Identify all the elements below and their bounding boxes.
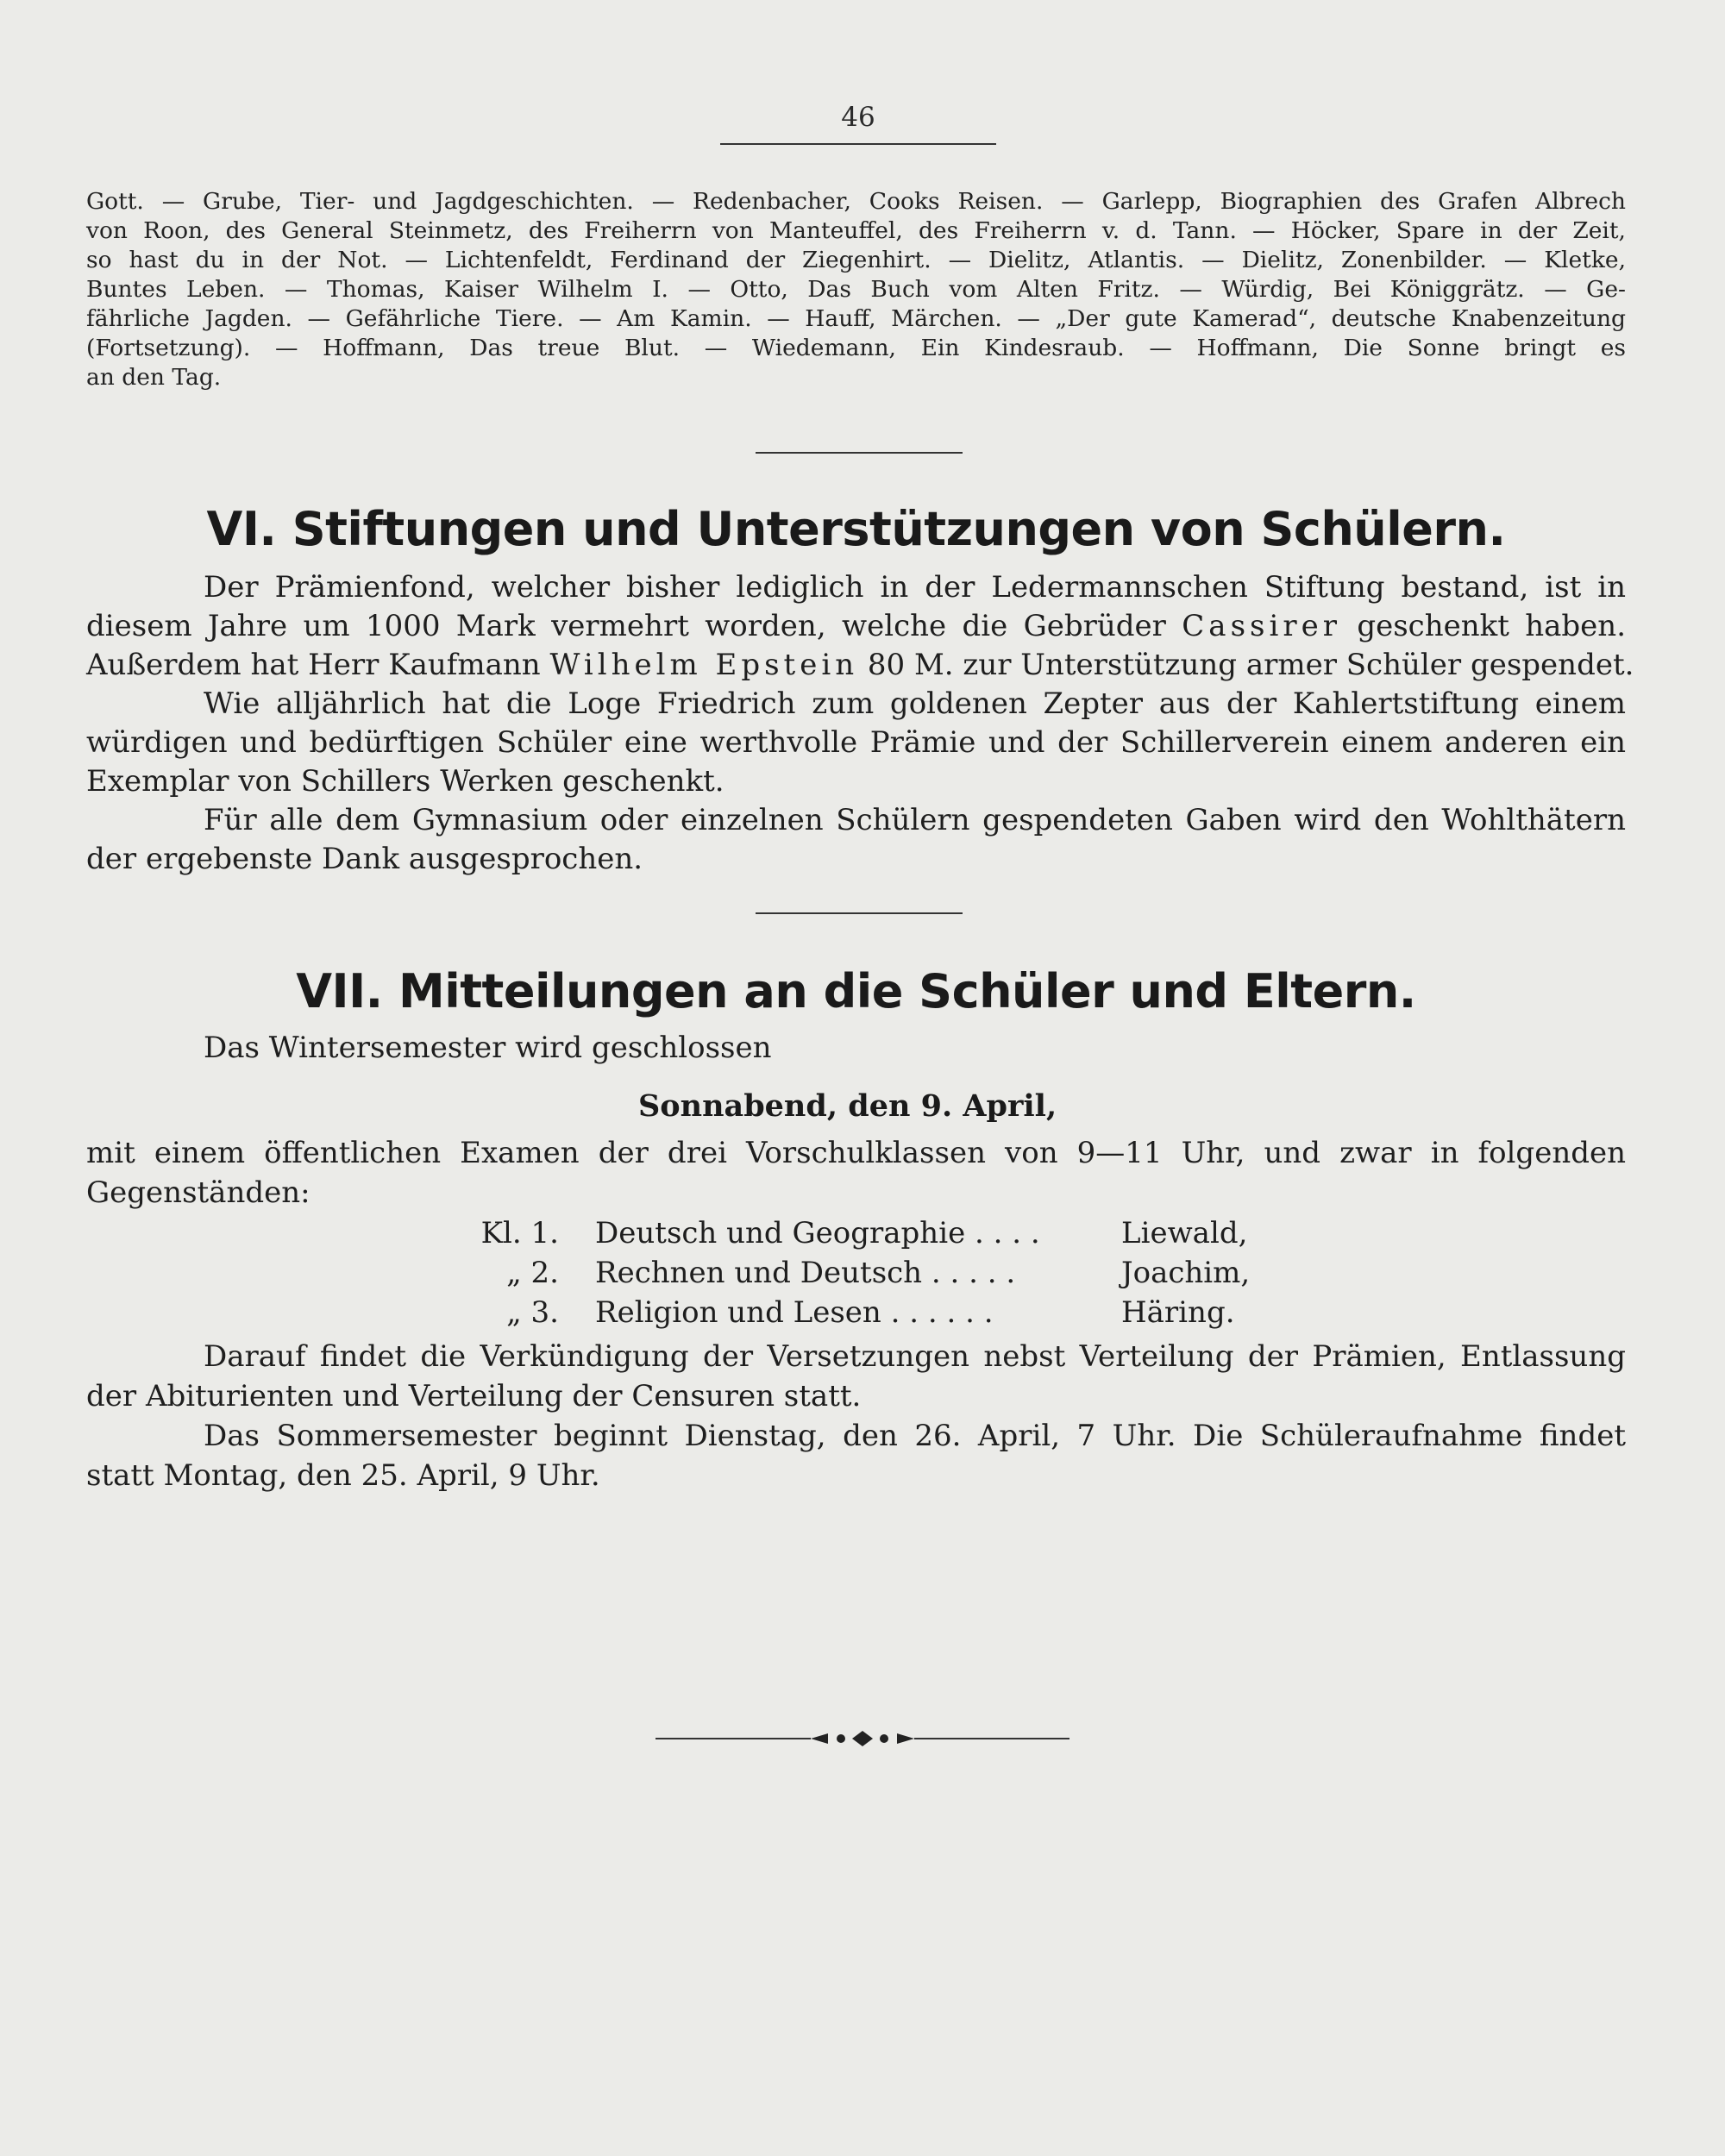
paragraph-line: Das Wintersemester wird geschlossen <box>204 1031 772 1065</box>
page-number-rule <box>720 143 996 145</box>
reading-list-line: von Roon, des General Steinmetz, des Freiherrn von Manteuffel, des Freiherrn v. d. Tann. — Höcker, Spare in der Zeit, <box>86 217 1626 244</box>
section-divider <box>756 912 963 914</box>
reading-list-line: so hast du in der Not. — Lichtenfeldt, Ferdinand der Ziegenhirt. — Dielitz, Atlantis. — Dielitz, Zonenbilder. — Kletke, <box>86 247 1626 273</box>
closing-ornament <box>656 1728 1070 1749</box>
paragraph-line: statt Montag, den 25. April, 9 Uhr. <box>86 1458 600 1493</box>
paragraph-line: Das Sommersemester beginnt Dienstag, den 26. April, 7 Uhr. Die Schüleraufnahme findet <box>204 1419 1626 1453</box>
paragraph-line: Wie alljährlich hat die Loge Friedrich zum goldenen Zepter aus der Kahlertstiftung einem <box>204 686 1626 721</box>
exam-class: „ 2. <box>506 1256 559 1290</box>
paragraph-line: Exemplar von Schillers Werken geschenkt. <box>86 764 724 799</box>
paragraph-line: der ergebenste Dank ausgesprochen. <box>86 842 643 876</box>
exam-subject: Deutsch und Geographie . . . . <box>595 1216 1040 1250</box>
reading-list-line: (Fortsetzung). — Hoffmann, Das treue Blut. — Wiedemann, Ein Kindesraub. — Hoffmann, Die Sonne bringt es <box>86 335 1626 361</box>
name-epstein: Wilhelm Epstein <box>549 648 859 682</box>
paragraph-line: diesem Jahre um 1000 Mark vermehrt worden, welche die Gebrüder Cassirer geschenkt haben. <box>86 609 1627 643</box>
paragraph-line: Für alle dem Gymnasium oder einzelnen Schülern gespendeten Gaben wird den Wohlthätern <box>204 803 1626 837</box>
paragraph-line: würdigen und bedürftigen Schüler eine werthvolle Prämie und der Schillerverein einem anderen ein <box>86 725 1626 760</box>
page-number: 46 <box>841 102 875 133</box>
paragraph-line: der Abiturienten und Verteilung der Censuren statt. <box>86 1379 862 1413</box>
exam-teacher: Häring. <box>1121 1295 1235 1330</box>
exam-teacher: Joachim, <box>1121 1256 1251 1290</box>
paragraph-line: Gegenständen: <box>86 1175 310 1210</box>
reading-list-line: Gott. — Grube, Tier- und Jagdgeschichten. — Redenbacher, Cooks Reisen. — Garlepp, Biographien des Grafen Albrech <box>86 188 1626 215</box>
exam-teacher: Liewald, <box>1121 1216 1248 1250</box>
reading-list-line: Buntes Leben. — Thomas, Kaiser Wilhelm I. — Otto, Das Buch vom Alten Fritz. — Würdig, Bei Königgrätz. — Ge- <box>86 276 1626 303</box>
section-divider <box>756 452 963 454</box>
section-heading-vi: VI. Stiftungen und Unterstützungen von Schülern. <box>206 502 1506 556</box>
name-cassirer: Cassirer <box>1182 609 1341 643</box>
exam-subject: Religion und Lesen . . . . . . <box>595 1295 994 1330</box>
reading-list-line: an den Tag. <box>86 364 222 391</box>
paragraph-line: Der Prämienfond, welcher bisher lediglich in der Ledermannschen Stiftung bestand, ist in <box>204 570 1626 605</box>
exam-class: Kl. 1. <box>480 1216 559 1250</box>
closing-date: Sonnabend, den 9. April, <box>638 1088 1057 1124</box>
exam-class: „ 3. <box>506 1295 559 1330</box>
paragraph-line: mit einem öffentlichen Examen der drei Vorschulklassen von 9—11 Uhr, und zwar in folgenden <box>86 1136 1626 1170</box>
reading-list-line: fährliche Jagden. — Gefährliche Tiere. — Am Kamin. — Hauff, Märchen. — „Der gute Kamerad“, deutsche Knabenzeitung <box>86 305 1626 332</box>
exam-subject: Rechnen und Deutsch . . . . . <box>595 1256 1016 1290</box>
section-heading-vii: VII. Mitteilungen an die Schüler und Eltern. <box>296 964 1416 1018</box>
paragraph-line: Darauf findet die Verkündigung der Versetzungen nebst Verteilung der Prämien, Entlassung <box>204 1339 1626 1374</box>
paragraph-line: Außerdem hat Herr Kaufmann Wilhelm Epstein 80 M. zur Unterstützung armer Schüler gespendet. <box>86 648 1634 682</box>
